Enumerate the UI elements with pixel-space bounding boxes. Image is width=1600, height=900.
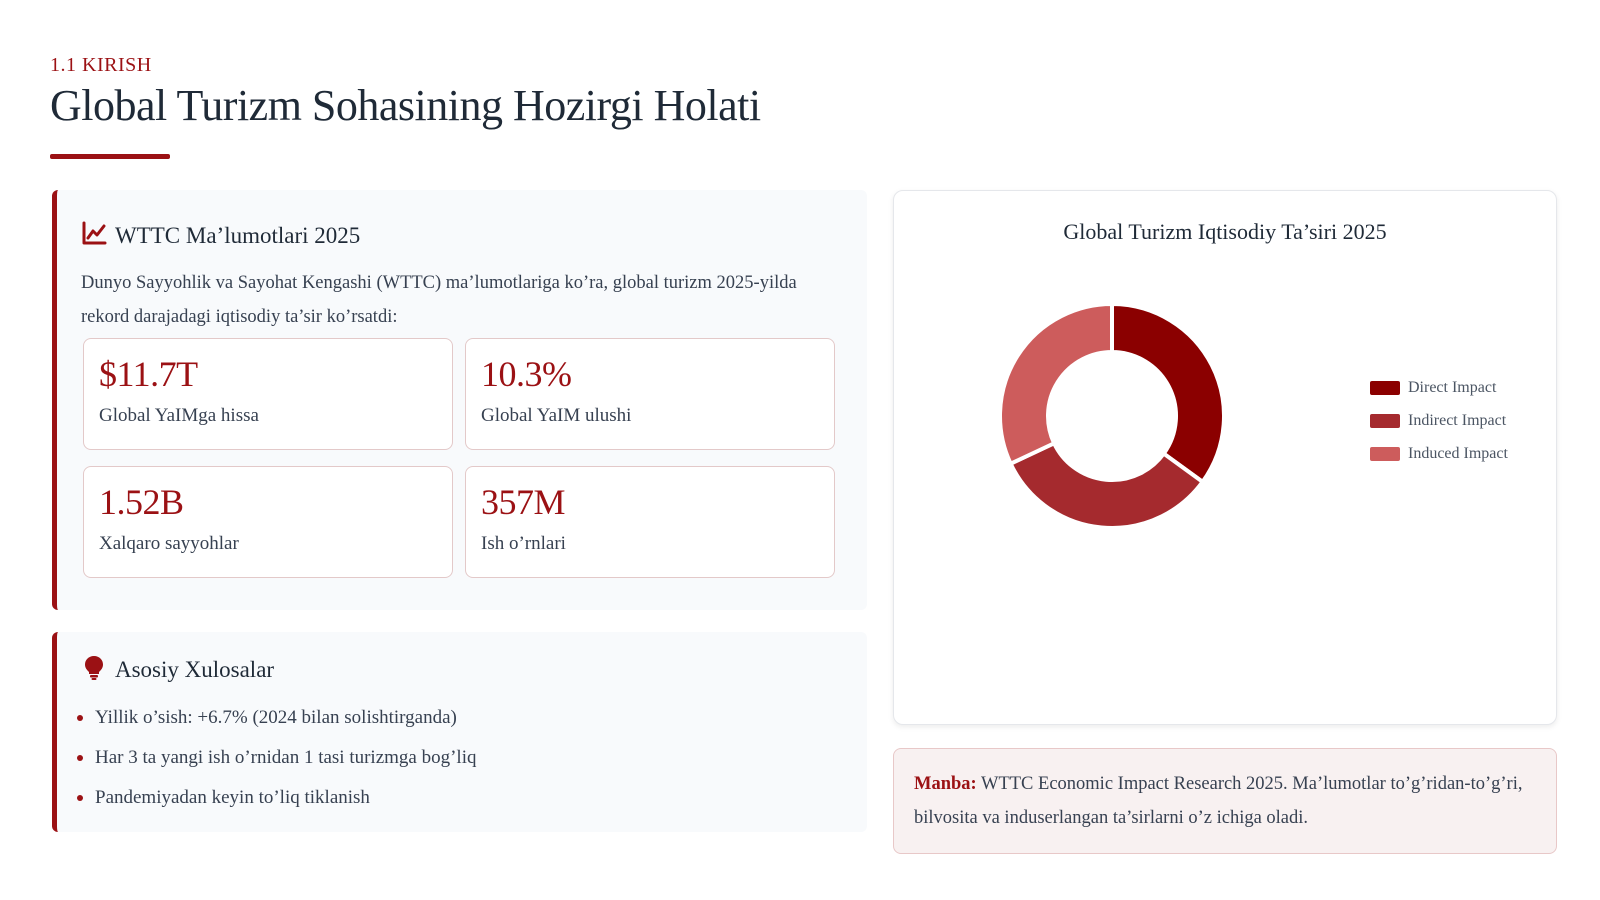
stat-value: 1.52B: [99, 482, 184, 522]
stat-card-jobs: [465, 466, 835, 578]
source-text: WTTC Economic Impact Research 2025. Ma’lumotlar to’g’ridan-to’g’ri, bilvosita va induserlangan ta’sirlarni o’z ichiga oladi.: [914, 774, 1523, 828]
wttc-heading: [81, 220, 360, 252]
stat-value: 10.3%: [481, 354, 572, 394]
title-underline: [50, 154, 170, 159]
list-item: Har 3 ta yangi ish o’rnidan 1 tasi turizmga bog’liq: [77, 738, 477, 778]
line-chart-icon: [81, 220, 107, 252]
legend-swatch: [1370, 414, 1400, 428]
stat-card-gdp-contribution: [83, 338, 453, 450]
source-label: Manba:: [914, 774, 977, 794]
chart-legend: [1370, 371, 1508, 470]
stat-label: Ish o’rnlari: [481, 533, 566, 554]
page-title: Global Turizm Sohasining Hozirgi Holati: [50, 81, 761, 130]
stat-label: Global YaIMga hissa: [99, 405, 259, 426]
donut-slice-induced-impact[interactable]: [1000, 304, 1112, 464]
chart-card: [893, 190, 1557, 725]
conclusions-heading: [81, 654, 274, 686]
chart-title: Global Turizm Iqtisodiy Ta’siri 2025: [1063, 219, 1387, 244]
list-item: Yillik o’sish: +6.7% (2024 bilan solishtirganda): [77, 698, 477, 738]
source-box: [893, 748, 1557, 854]
list-item: Pandemiyadan keyin to’liq tiklanish: [77, 778, 477, 818]
stat-card-tourists: [83, 466, 453, 578]
conclusions-panel: [52, 632, 867, 832]
lightbulb-icon: [81, 654, 107, 686]
legend-item-indirect[interactable]: [1370, 404, 1508, 437]
stat-value: 357M: [481, 482, 566, 522]
legend-item-direct[interactable]: [1370, 371, 1508, 404]
legend-swatch: [1370, 381, 1400, 395]
wttc-heading-text: WTTC Ma’lumotlari 2025: [115, 223, 361, 248]
conclusions-heading-text: Asosiy Xulosalar: [115, 657, 275, 682]
section-label: 1.1 KIRISH: [50, 54, 152, 76]
legend-label: Indirect Impact: [1408, 411, 1507, 429]
stat-label: Xalqaro sayyohlar: [99, 533, 239, 554]
stat-label: Global YaIM ulushi: [481, 405, 632, 426]
conclusions-list: [77, 698, 477, 818]
wttc-description: Dunyo Sayyohlik va Sayohat Kengashi (WTTC) ma’lumotlariga ko’ra, global turizm 2025-yilda rekord darajadagi iqtisodiy ta’sir ko’rsatdi:: [81, 273, 797, 327]
stat-value: $11.7T: [99, 354, 198, 394]
stat-card-gdp-share: [465, 338, 835, 450]
legend-label: Induced Impact: [1408, 444, 1508, 462]
legend-item-induced[interactable]: [1370, 437, 1508, 470]
legend-swatch: [1370, 447, 1400, 461]
legend-label: Direct Impact: [1408, 378, 1497, 396]
wttc-panel: [52, 190, 867, 610]
